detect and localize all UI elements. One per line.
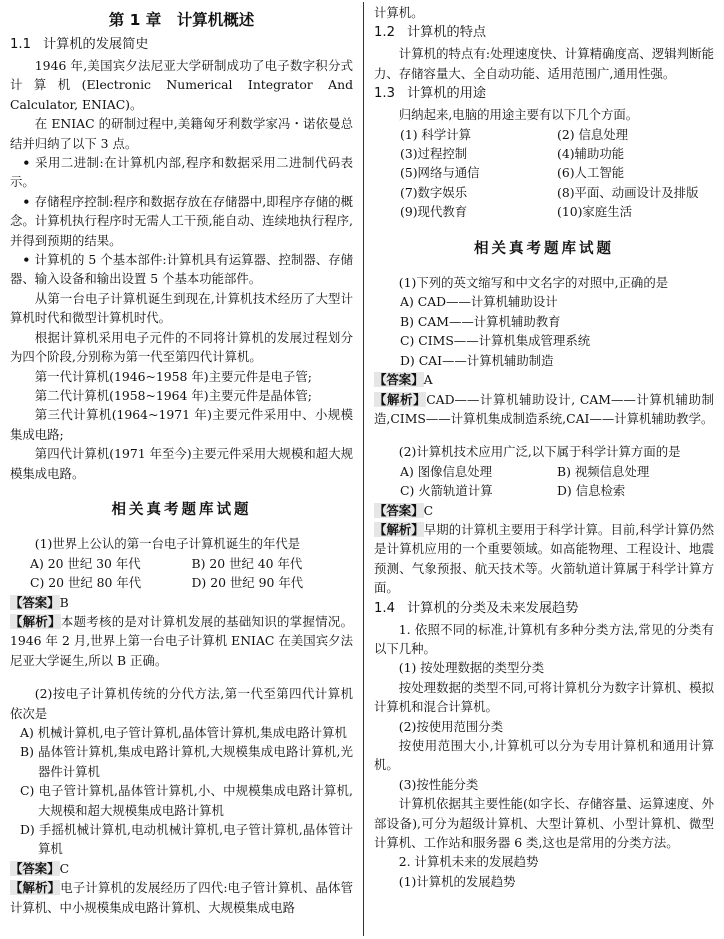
paragraph: 根据计算机采用电子元件的不同将计算机的发展过程划分为四个阶段,分别称为第一代至第四代计算机。 [10,329,353,365]
paragraph: 计算机的特点有:处理速度快、计算精确度高、逻辑判断能力、存储容量大、全自动功能、适用范围广,通用性强。 [374,46,714,81]
generation-item: 第二代计算机(1958~1964 年)主要元件是晶体管; [34,387,312,403]
option: A) CAD——计算机辅助设计 [400,294,558,310]
question-options [374,292,714,370]
analysis-text: 本题考核的是对计算机发展的基础知识的掌握情况。1946 年 2 月,世界上第一台电子计算机 ENIAC 在美国宾夕法尼亚大学诞生,所以 B 正确。 [10,613,354,668]
section-title: 计算机的发展简史 [42,37,149,52]
section-title: 计算机的特点 [406,25,487,41]
answer-line [374,370,714,389]
option: D) 20 世纪 90 年代 [191,575,304,591]
use-item: (3)过程控制 [400,146,468,162]
option: A) 机械计算机,电子管计算机,晶体管计算机,集成电路计算机 [20,725,347,740]
section-title: 计算机的用途 [406,86,487,102]
option: A) 20 世纪 30 年代 [30,555,141,571]
analysis-line [374,520,714,598]
question-options [374,462,714,501]
option: C) 电子管计算机,晶体管计算机,小、中规模集成电路计算机,大规模和超大规模集成电路计算机 [20,783,353,818]
paragraph: 按使用范围大小,计算机可以分为专用计算机和通用计算机。 [374,738,714,773]
use-item: (5)网络与通信 [400,165,480,181]
analysis-tag: 【解析】 [374,391,427,407]
paragraph: 按处理数据的类型不同,可将计算机分为数字计算机、模拟计算机和混合计算机。 [374,679,714,715]
section-1-4-heading [374,598,714,620]
bullet-item [10,153,353,192]
answer-value: C [59,860,70,876]
bullet-item [10,250,353,289]
right-column [374,3,714,891]
question-options [10,723,353,859]
question-stem: (2)按电子计算机传统的分代方法,第一代至第四代计算机依次是 [10,686,353,721]
question-stem: (1)世界上公认的第一台电子计算机诞生的年代是 [34,536,301,552]
answer-line [10,593,353,612]
option: B) CAM——计算机辅助教育 [400,313,561,329]
question-bank-title: 相关真考题库试题 [474,240,614,257]
analysis-line [10,878,353,917]
section-title: 计算机的分类及未来发展趋势 [406,600,579,616]
option: D) 手摇机械计算机,电动机械计算机,电子管计算机,晶体管计算机 [20,822,353,857]
answer-value: C [423,502,434,518]
spacer [10,670,353,684]
spacer [374,428,714,442]
option: B) 20 世纪 40 年代 [191,555,303,571]
use-item: (8)平面、动画设计及排版 [557,184,699,200]
use-item: (9)现代教育 [400,204,468,220]
section-number: 1.3 [374,86,395,102]
section-number: 1.2 [374,25,395,41]
paragraph: 从第一台电子计算机诞生到现在,计算机技术经历了大型计算机时代和微型计算机时代。 [10,290,353,326]
bullet-text: 存储程序控制:程序和数据存放在存储器中,即程序存储的概念。计算机执行程序时无需人工干预,能自动、连续地执行程序,并得到预期的结果。 [10,193,354,248]
paragraph: 在 ENIAC 的研制过程中,美籍匈牙利数学家冯・诺依曼总结并归纳了以下 3 点。 [10,116,353,151]
paragraph: 计算机依据其主要性能(如字长、存储容量、运算速度、外部设备),可分为超级计算机、大型计算机、小型计算机、微型计算机、工作站和服务器 6 类,这也是常用的分类方法。 [374,796,714,851]
generation-item: 第一代计算机(1946~1958 年)主要元件是电子管; [34,368,312,384]
answer-line [10,859,353,878]
subheading: (3)按性能分类 [398,776,479,792]
question-bank-title: 相关真考题库试题 [111,501,252,518]
analysis-text: 电子计算机的发展经历了四代:电子管计算机、晶体管计算机、中小规模集成电路计算机、大规模集成电路 [10,880,353,915]
subheading: (1)计算机的发展趋势 [398,873,516,889]
option: D) 信息检索 [557,483,626,499]
subheading: 2. 计算机未来的发展趋势 [398,854,539,870]
bullet-icon: • [22,252,35,268]
analysis-tag: 【解析】 [10,613,61,629]
section-1-1-heading [10,34,353,56]
bullet-item [10,192,353,250]
generation-item: 第四代计算机(1971 年至今)主要元件采用大规模和超大规模集成电路。 [10,446,353,481]
continued-text: 计算机。 [374,5,424,20]
analysis-text: CAD——计算机辅助设计, CAM——计算机辅助制造,CIMS——计算机集成制造系统,CAI——计算机辅助教学。 [374,391,715,426]
column-divider [363,2,364,936]
answer-value: B [59,594,69,610]
option: A) 图像信息处理 [400,463,493,479]
answer-value: A [423,372,433,388]
use-item: (1) 科学计算 [400,126,472,142]
bullet-text: 计算机的 5 个基本部件:计算机具有运算器、控制器、存储器、输入设备和输出设置 5 个基本功能部件。 [10,252,354,287]
use-item: (6)人工智能 [557,165,625,181]
question-options [10,554,353,593]
analysis-line [374,390,714,429]
subheading: (2)按使用范围分类 [398,718,504,734]
section-1-3-heading [374,83,714,105]
use-item: (10)家庭生活 [557,204,632,220]
analysis-tag: 【解析】 [374,521,424,537]
option: C) 20 世纪 80 年代 [30,575,142,591]
analysis-text: 早期的计算机主要用于科学计算。目前,科学计算仍然是计算机应用的一个重要领域。如高能物理、工程设计、地震预测、气象预报、航天技术等。火箭轨道计算属于科学计算方面。 [374,521,714,596]
question-stem: (2)计算机技术应用广泛,以下属于科学计算方面的是 [398,444,681,460]
answer-tag: 【答案】 [374,372,424,388]
option: C) 火箭轨道计算 [400,483,493,499]
paragraph: 1946 年,美国宾夕法尼亚大学研制成功了电子数字积分式计算机(Electronic Numerical Integrator And Calculator, ENIAC)。 [10,58,353,112]
left-column [10,8,353,917]
answer-tag: 【答案】 [10,860,60,876]
section-number: 1.1 [10,37,31,52]
answer-tag: 【答案】 [374,502,424,518]
analysis-line [10,612,353,670]
generation-item: 第三代计算机(1964~1971 年)主要元件采用中、小规模集成电路; [10,407,353,442]
bullet-icon: • [22,155,36,171]
uses-list [374,125,714,222]
paragraph: 1. 依照不同的标准,计算机有多种分类方法,常见的分类有以下几种。 [374,621,714,656]
section-1-2-heading [374,22,714,44]
use-item: (7)数字娱乐 [400,184,468,200]
bullet-icon: • [22,193,35,209]
question-stem: (1)下列的英文缩写和中文名字的对照中,正确的是 [398,275,669,291]
use-item: (4)辅助功能 [557,146,625,162]
option: C) CIMS——计算机集成管理系统 [400,333,591,349]
answer-line [374,501,714,520]
paragraph: 归纳起来,电脑的用途主要有以下几个方面。 [398,107,639,123]
chapter-title: 第 1 章 计算机概述 [108,11,255,29]
analysis-tag: 【解析】 [10,880,61,896]
section-number: 1.4 [374,600,395,616]
option: D) CAI——计算机辅助制造 [400,352,554,368]
bullet-text: 采用二进制:在计算机内部,程序和数据采用二进制代码表示。 [10,155,353,190]
option: B) 晶体管计算机,集成电路计算机,大规模集成电路计算机,光器件计算机 [20,744,353,779]
answer-tag: 【答案】 [10,594,60,610]
use-item: (2) 信息处理 [557,126,629,142]
subheading: (1) 按处理数据的类型分类 [398,660,545,676]
option: B) 视频信息处理 [557,463,650,479]
